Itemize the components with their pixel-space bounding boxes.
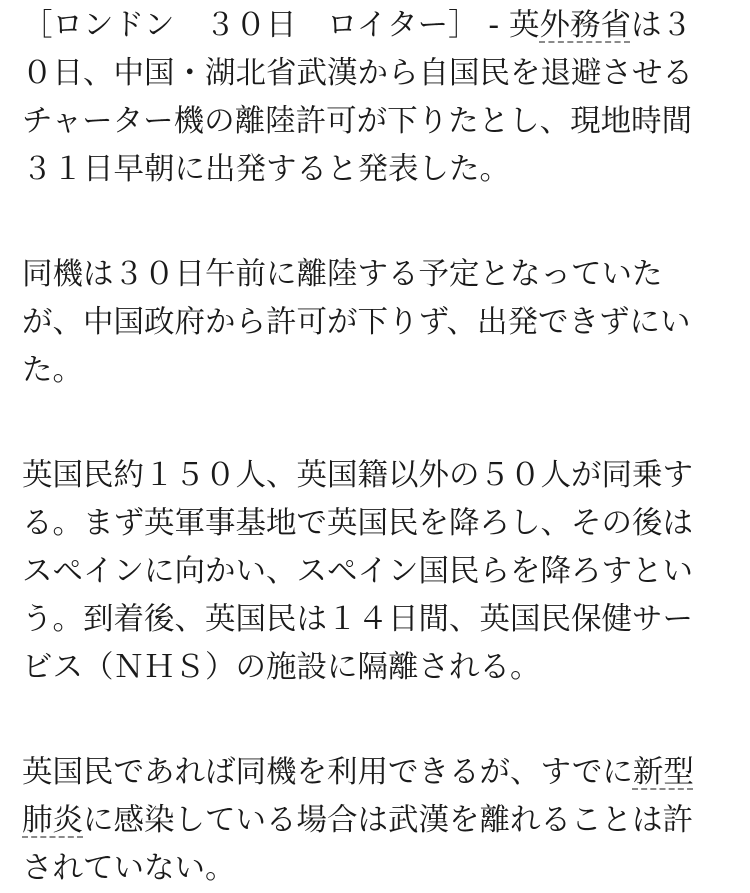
keyword-link-pneumonia[interactable]: 肺炎 <box>22 803 83 838</box>
text-segment: 英国民であれば同機を利用できるが、すでに <box>22 755 633 790</box>
paragraph-4 <box>22 749 728 893</box>
text-line: 英国民約１５０人、英国籍以外の５０人が同乗す <box>22 458 693 493</box>
keyword-link-foreign-ministry[interactable]: 外務省 <box>539 8 631 43</box>
text-line: が、中国政府から許可が下りず、出発できずにい <box>22 305 691 340</box>
text-line <box>22 797 728 845</box>
text-line: チャーター機の離陸許可が下りたとし、現地時間 <box>22 104 693 139</box>
text-segment: は３ <box>630 8 692 43</box>
text-line: た。 <box>22 353 83 388</box>
text-line: ３１日早朝に出発すると発表した。 <box>22 152 510 187</box>
text-line: る。まず英軍事基地で英国民を降ろし、その後は <box>22 506 693 541</box>
text-line: ０日、中国・湖北省武漢から自国民を退避させる <box>22 56 693 91</box>
text-segment: ［ロンドン ３０日 ロイター］ - 英 <box>22 8 540 43</box>
text-line <box>22 2 728 50</box>
paragraph-2 <box>22 251 728 395</box>
text-line: スペインに向かい、スペイン国民らを降ろすとい <box>22 554 693 589</box>
text-segment: に感染している場合は武漢を離れることは許 <box>83 803 693 838</box>
text-line: されていない。 <box>22 851 236 886</box>
text-line <box>22 749 728 797</box>
keyword-link-new-pneumonia[interactable]: 新型 <box>632 755 694 790</box>
text-line: 同機は３０日午前に離陸する予定となっていた <box>22 257 663 292</box>
paragraph-3 <box>22 452 728 692</box>
paragraph-1 <box>22 2 728 194</box>
text-line: ビス（ＮＨＳ）の施設に隔離される。 <box>22 650 541 685</box>
text-line: う。到着後、英国民は１４日間、英国民保健サー <box>22 602 693 637</box>
